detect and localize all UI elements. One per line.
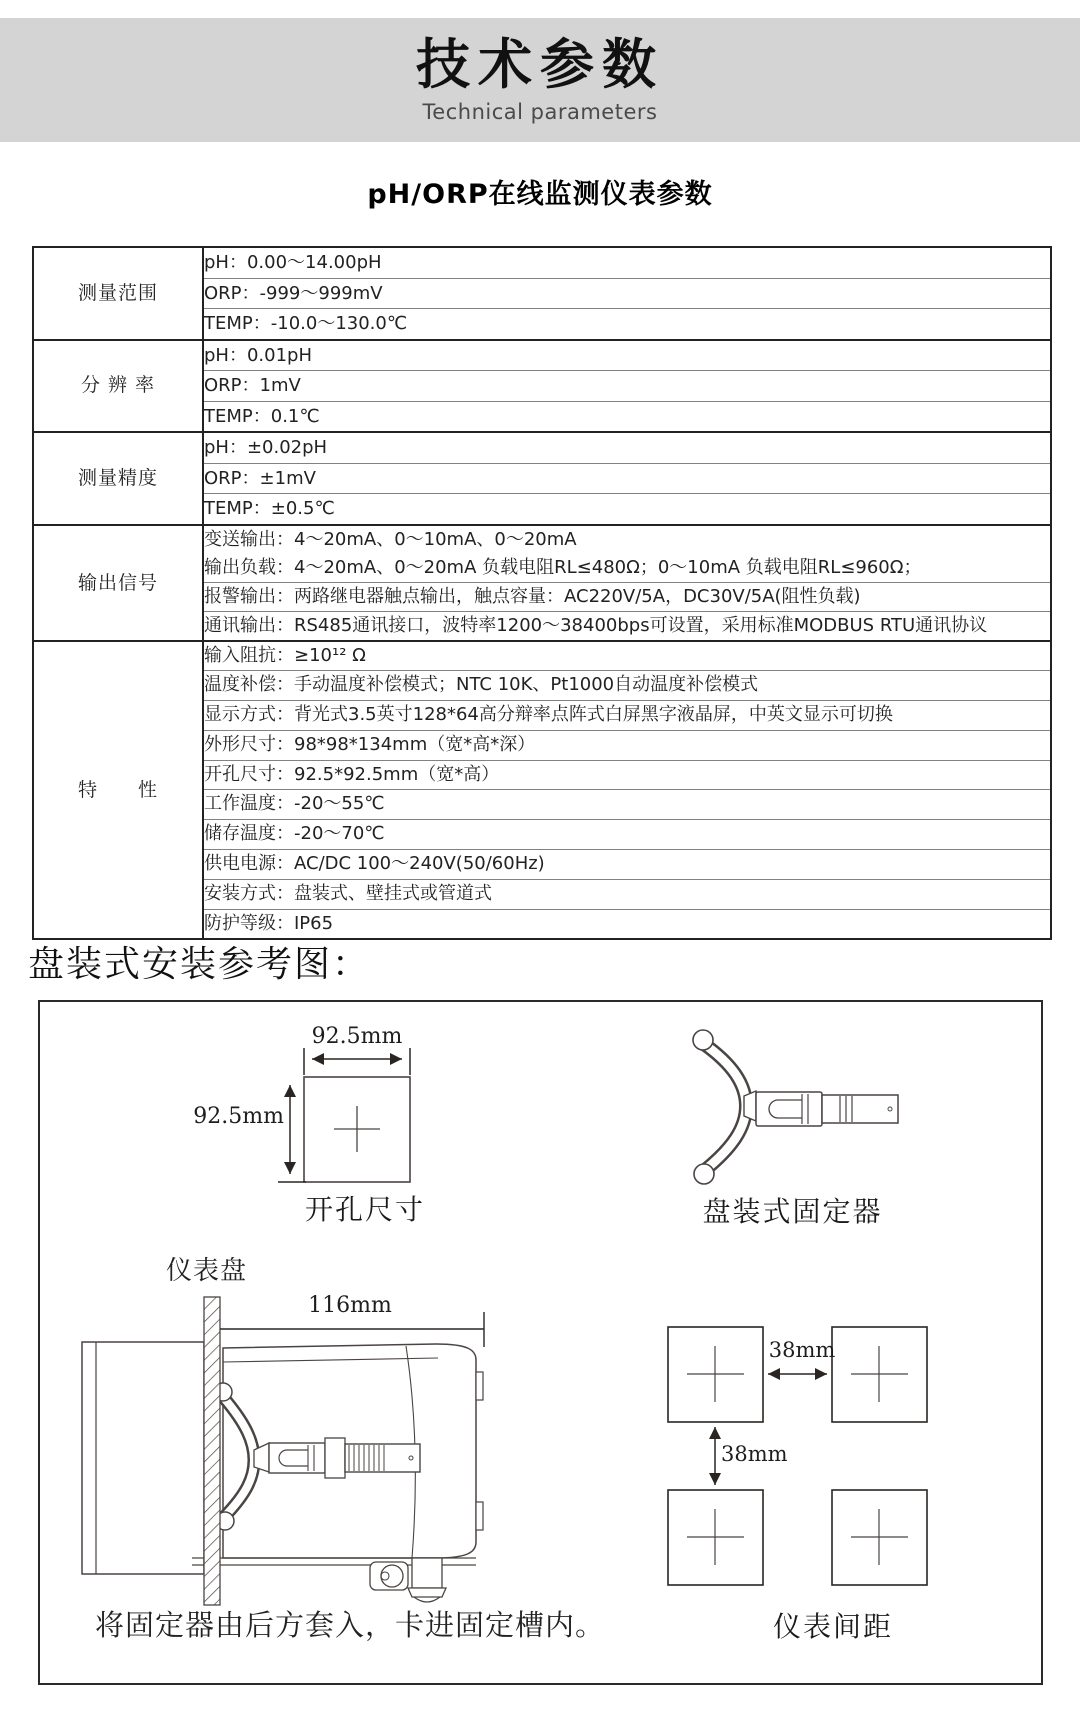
spec-value-line: 外形尺寸：98*98*134mm（宽*高*深） — [204, 733, 536, 755]
spec-value-line: pH：0.01pH — [204, 344, 312, 366]
spec-section-label: 分 辨 率 — [33, 340, 203, 433]
spec-value-line: 报警输出：两路继电器触点输出，触点容量：AC220V/5A，DC30V/5A(阻性负载) — [204, 585, 861, 607]
page-title: 技术参数 — [416, 33, 664, 96]
spec-value-cell — [203, 671, 1051, 701]
fixer-caption: 盘装式固定器 — [702, 1195, 883, 1228]
spec-value-cell — [203, 820, 1051, 850]
spec-value-line: 防护等级：IP65 — [204, 912, 334, 934]
spec-value-cell — [203, 730, 1051, 760]
spec-section-label: 输出信号 — [33, 525, 203, 641]
spec-value-line: 温度补偿：手动温度补偿模式；NTC 10K、Pt1000自动温度补偿模式 — [204, 674, 759, 696]
spec-value-line: pH：0.00～14.00pH — [204, 252, 382, 273]
spec-value-cell — [203, 247, 1051, 278]
spec-value-cell — [203, 582, 1051, 611]
spec-value-cell — [203, 432, 1051, 463]
fixer-drawing — [693, 1030, 898, 1184]
spec-value-line: TEMP：0.1℃ — [204, 405, 320, 427]
diagram-heading: 盘装式安装参考图： — [28, 944, 371, 985]
spec-table — [32, 246, 1052, 940]
spec-value-cell — [203, 278, 1051, 309]
spec-row — [33, 432, 1051, 463]
spec-value-cell — [203, 371, 1051, 402]
panel-label: 仪表盘 — [166, 1256, 248, 1286]
spec-value-line: ORP：-999～999mV — [204, 282, 383, 304]
spec-value-cell — [203, 463, 1051, 494]
spec-value-cell — [203, 611, 1051, 641]
panel-mount-diagram — [38, 1000, 1043, 1685]
spec-value-cell — [203, 879, 1051, 909]
spec-value-cell — [203, 790, 1051, 820]
spec-table-wrap — [32, 246, 1052, 940]
spec-value-line: ORP：±1mV — [204, 467, 316, 489]
cutout-height-dimension: 92.5mm — [193, 1104, 284, 1129]
spec-value-line: 安装方式：盘装式、壁挂式或管道式 — [204, 882, 492, 904]
spec-value-cell — [203, 760, 1051, 790]
spec-value-cell — [203, 850, 1051, 880]
spec-value-line: 输入阻抗：≥10¹² Ω — [204, 644, 366, 666]
spec-value-line: pH：±0.02pH — [204, 437, 328, 458]
spec-value-cell — [203, 494, 1051, 525]
spec-value-cell — [203, 641, 1051, 671]
spec-value-line: 供电电源：AC/DC 100～240V(50/60Hz) — [204, 853, 545, 875]
cutout-square-drawing — [304, 1077, 410, 1182]
spec-value-line: 通讯输出：RS485通讯接口，波特率1200～38400bps可设置，采用标准MODBUS RTU通讯协议 — [204, 614, 988, 636]
spec-value-cell — [203, 909, 1051, 939]
horizontal-spacing-dimension: 38mm — [768, 1338, 836, 1362]
spec-section-label: 测量范围 — [33, 247, 203, 340]
mount-instruction-caption: 将固定器由后方套入，卡进固定槽内。 — [95, 1608, 606, 1642]
spec-value-line: ORP：1mV — [204, 375, 301, 396]
spec-section-label: 测量精度 — [33, 432, 203, 525]
spec-value-cell — [203, 401, 1051, 432]
spec-row — [33, 247, 1051, 278]
spec-value-cell — [203, 340, 1051, 371]
spec-value-line: 输出负载：4～20mA、0～20mA 负载电阻RL≤480Ω；0～10mA 负载电阻RL≤960Ω； — [204, 556, 922, 578]
instrument-side-view — [82, 1297, 484, 1605]
header-banner — [0, 18, 1080, 142]
spec-value-cell — [203, 701, 1051, 731]
spec-row — [33, 525, 1051, 583]
spec-value-line: 储存温度：-20～70℃ — [204, 823, 385, 845]
cutout-caption: 开孔尺寸 — [304, 1193, 425, 1226]
spacing-caption: 仪表间距 — [772, 1610, 893, 1643]
spec-value-line: TEMP：±0.5℃ — [204, 498, 335, 519]
spec-section-label: 特 性 — [33, 641, 203, 940]
spec-row — [33, 641, 1051, 671]
cutout-width-dimension: 92.5mm — [311, 1024, 403, 1049]
spec-value-line: 显示方式：背光式3.5英寸128*64高分辩率点阵式白屏黑字液晶屏，中英文显示可切换 — [204, 704, 893, 726]
page-subtitle: Technical parameters — [422, 100, 658, 124]
spacing-squares-drawing — [668, 1327, 927, 1585]
depth-dimension: 116mm — [308, 1293, 392, 1318]
spec-value-line: 开孔尺寸：92.5*92.5mm（宽*高） — [204, 763, 500, 785]
spec-value-cell — [203, 525, 1051, 583]
vertical-spacing-dimension: 38mm — [721, 1442, 788, 1466]
spec-row — [33, 340, 1051, 371]
spec-value-cell — [203, 309, 1051, 340]
spec-value-line: 变送输出：4～20mA、0～10mA、0～20mA — [204, 528, 577, 550]
spec-value-line: TEMP：-10.0～130.0℃ — [204, 313, 408, 334]
table-section-title: pH/ORP在线监测仪表参数 — [367, 179, 713, 210]
spec-value-line: 工作温度：-20～55℃ — [204, 793, 385, 815]
